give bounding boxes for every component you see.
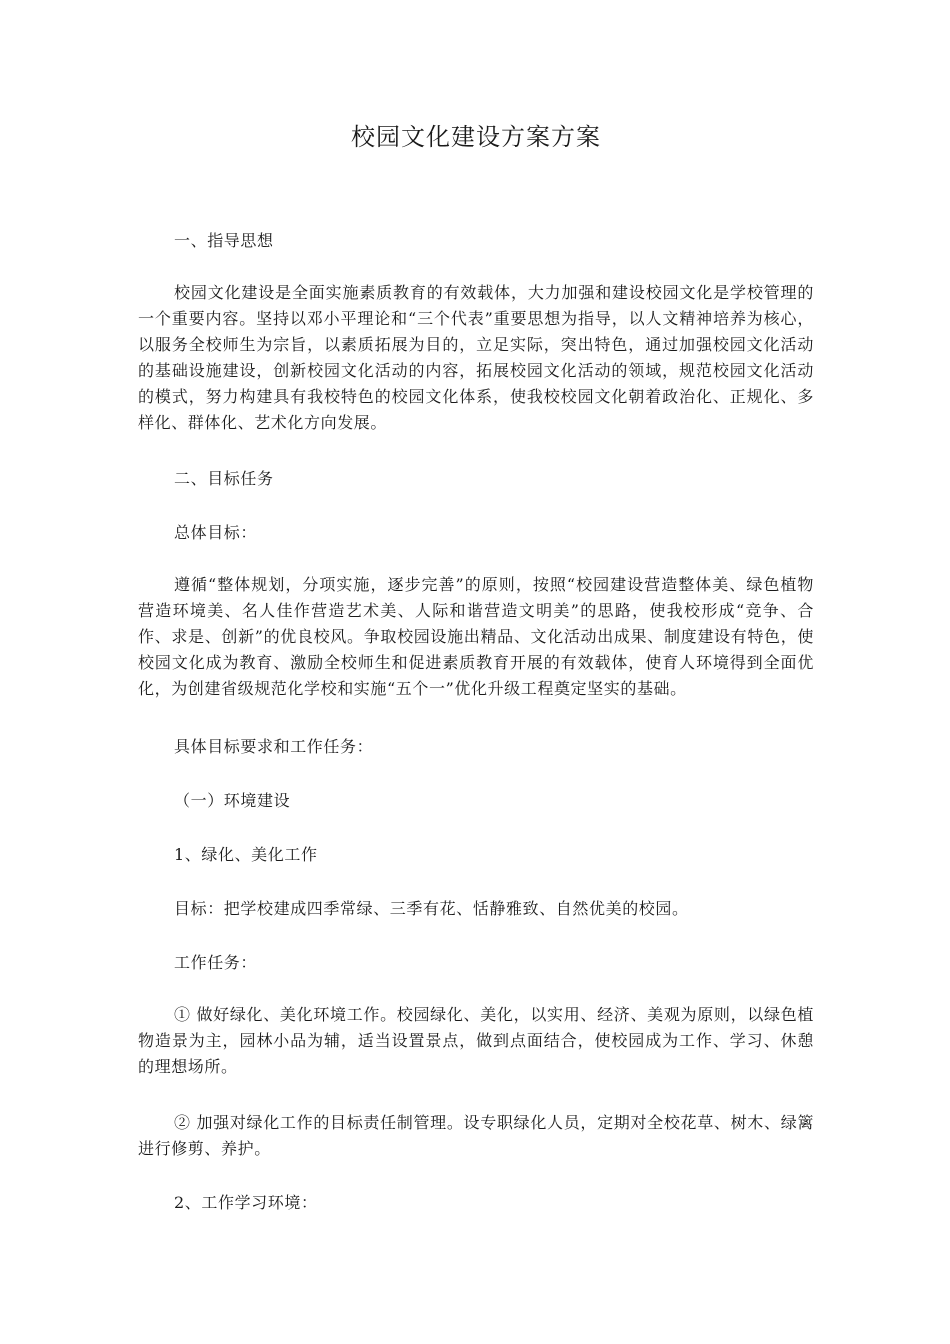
document-title: 校园文化建设方案方案: [351, 123, 601, 151]
paragraph-task-2: ② 加强对绿化工作的目标责任制管理。设专职绿化人员，定期对全校花草、树木、绿篱进行修剪、养护。: [138, 1113, 814, 1158]
subheading-greening: 1、绿化、美化工作: [174, 845, 318, 864]
section-heading-objectives: 二、目标任务: [174, 469, 274, 488]
section-heading-guiding-ideology: 一、指导思想: [174, 231, 274, 250]
paragraph-overall-goal: 遵循“整体规划，分项实施，逐步完善”的原则，按照“校园建设营造整体美、绿色植物营造环境美、名人佳作营造艺术美、人际和谐营造文明美”的思路，使我校形成“竞争、合作、求是、创新”的优良校风。争取校园设施出精品、文化活动出成果、制度建设有特色，使校园文化成为教育、激励全校师生和促进素质教育开展的有效载体，使育人环境得到全面优化，为创建省级规范化学校和实施“五个一”优化升级工程奠定坚实的基础。: [138, 575, 814, 698]
paragraph-guiding-ideology: 校园文化建设是全面实施素质教育的有效载体，大力加强和建设校园文化是学校管理的一个重要内容。坚持以邓小平理论和“三个代表”重要思想为指导，以人文精神培养为核心，以服务全校师生为宗旨，以素质拓展为目的，立足实际，突出特色，通过加强校园文化活动的基础设施建设，创新校园文化活动的内容，拓展校园文化活动的领域，规范校园文化活动的模式，努力构建具有我校特色的校园文化体系，使我校校园文化朝着政治化、正规化、多样化、群体化、艺术化方向发展。: [138, 283, 814, 432]
subheading-work-tasks: 工作任务：: [174, 953, 258, 972]
paragraph-greening-goal: 目标：把学校建成四季常绿、三季有花、恬静雅致、自然优美的校园。: [174, 899, 689, 918]
subheading-environment-construction: （一）环境建设: [174, 791, 291, 810]
subheading-specific-goals: 具体目标要求和工作任务：: [174, 737, 374, 756]
subheading-overall-goal: 总体目标：: [174, 523, 258, 542]
paragraph-task-1: ① 做好绿化、美化环境工作。校园绿化、美化，以实用、经济、美观为原则，以绿色植物造景为主，园林小品为辅，适当设置景点，做到点面结合，使校园成为工作、学习、休憩的理想场所。: [138, 1005, 814, 1076]
subheading-work-study-environment: 2、工作学习环境：: [174, 1193, 318, 1212]
